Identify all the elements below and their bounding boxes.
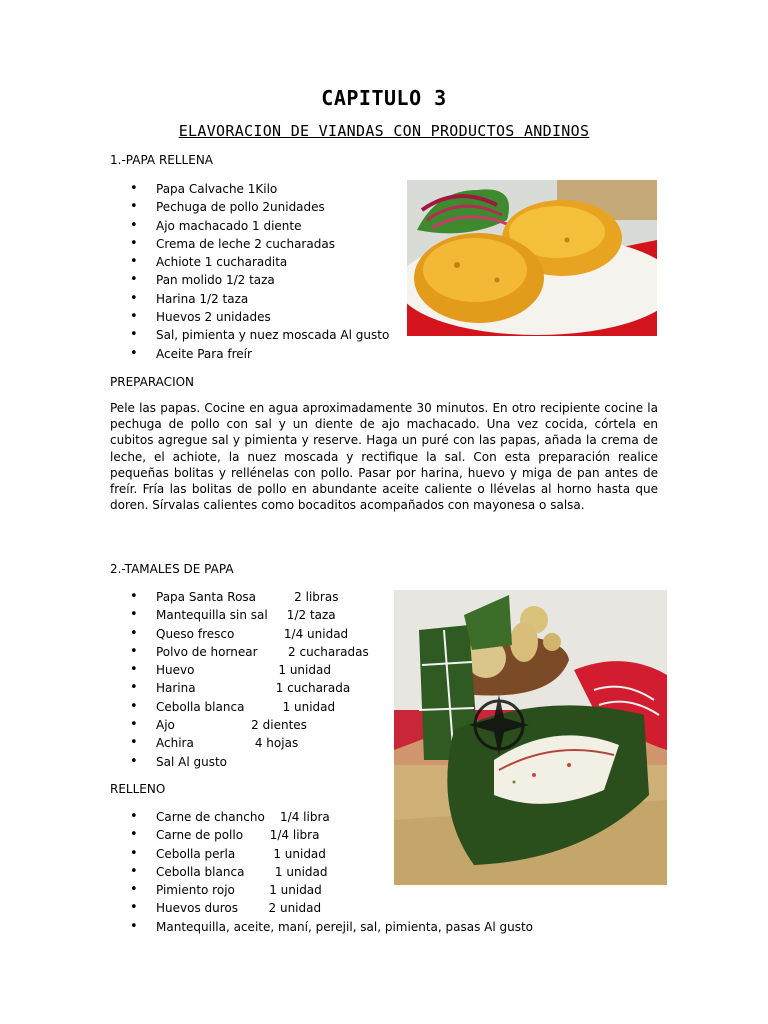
list-item: • Pimiento rojo 1 unidad [130,881,533,899]
list-item: • Aceite Para freír [130,345,389,363]
list-item: • Pan molido 1/2 taza [130,271,389,289]
list-item: • Huevos duros 2 unidad [130,899,533,917]
list-item: • Crema de leche 2 cucharadas [130,235,389,253]
list-item: • Harina 1/2 taza [130,290,389,308]
list-item: • Ajo 2 dientes [130,716,369,734]
list-item: • Cebolla perla 1 unidad [130,845,533,863]
list-item: • Pechuga de pollo 2unidades [130,198,389,216]
list-item: • Achiote 1 cucharadita [130,253,389,271]
list-item: • Cebolla blanca 1 unidad [130,698,369,716]
preparation-text: Pele las papas. Cocine en agua aproximadamente 30 minutos. En otro recipiente cocine la pechuga de pollo con sal y un diente de ajo machacado. Una vez cocida, córtela en cubitos agregue sal y pimienta y reserve. Haga un puré con las papas, añada la crema de leche, el achiote, la nuez moscada y rectifique la sal. Con esta preparación realice pequeñas bolitas y rellénelas con pollo. Pasar por harina, huevo y miga de pan antes de freír. Fría las bolitas de pollo en abundante aceite caliente o llévelas al horno hasta que doren. Sírvalas calientes como bocaditos acompañados con mayonesa o salsa. [110,401,658,513]
list-item: • Carne de pollo 1/4 libra [130,826,533,844]
papa-rellena-photo [407,180,657,336]
chapter-title: CAPITULO 3 [321,86,447,110]
chapter-subtitle: ELAVORACION DE VIANDAS CON PRODUCTOS ANDINOS [178,122,590,140]
recipe-title-tamales: 2.-TAMALES DE PAPA [110,562,234,576]
list-item: • Queso fresco 1/4 unidad [130,625,369,643]
list-item: • Harina 1 cucharada [130,679,369,697]
list-item: • Sal Al gusto [130,753,369,771]
list-item: • Papa Santa Rosa 2 libras [130,588,369,606]
list-item: • Ajo machacado 1 diente [130,217,389,235]
list-item: • Mantequilla, aceite, maní, perejil, sal, pimienta, pasas Al gusto [130,918,533,936]
list-item: • Mantequilla sin sal 1/2 taza [130,606,369,624]
list-item: • Carne de chancho 1/4 libra [130,808,533,826]
recipe-title-papa-rellena: 1.-PAPA RELLENA [110,153,214,167]
list-item: • Huevos 2 unidades [130,308,389,326]
list-item: • Polvo de hornear 2 cucharadas [130,643,369,661]
list-item: • Achira 4 hojas [130,734,369,752]
list-item: • Papa Calvache 1Kilo [130,180,389,198]
ingredient-list-tamales [130,588,369,771]
list-item: • Sal, pimienta y nuez moscada Al gusto [130,326,389,344]
preparation-heading: PREPARACION [110,375,195,389]
filling-heading: RELLENO [110,782,166,796]
ingredient-list-papa-rellena [130,180,389,363]
list-item: • Huevo 1 unidad [130,661,369,679]
list-item: • Cebolla blanca 1 unidad [130,863,533,881]
tamales-photo [394,590,667,885]
